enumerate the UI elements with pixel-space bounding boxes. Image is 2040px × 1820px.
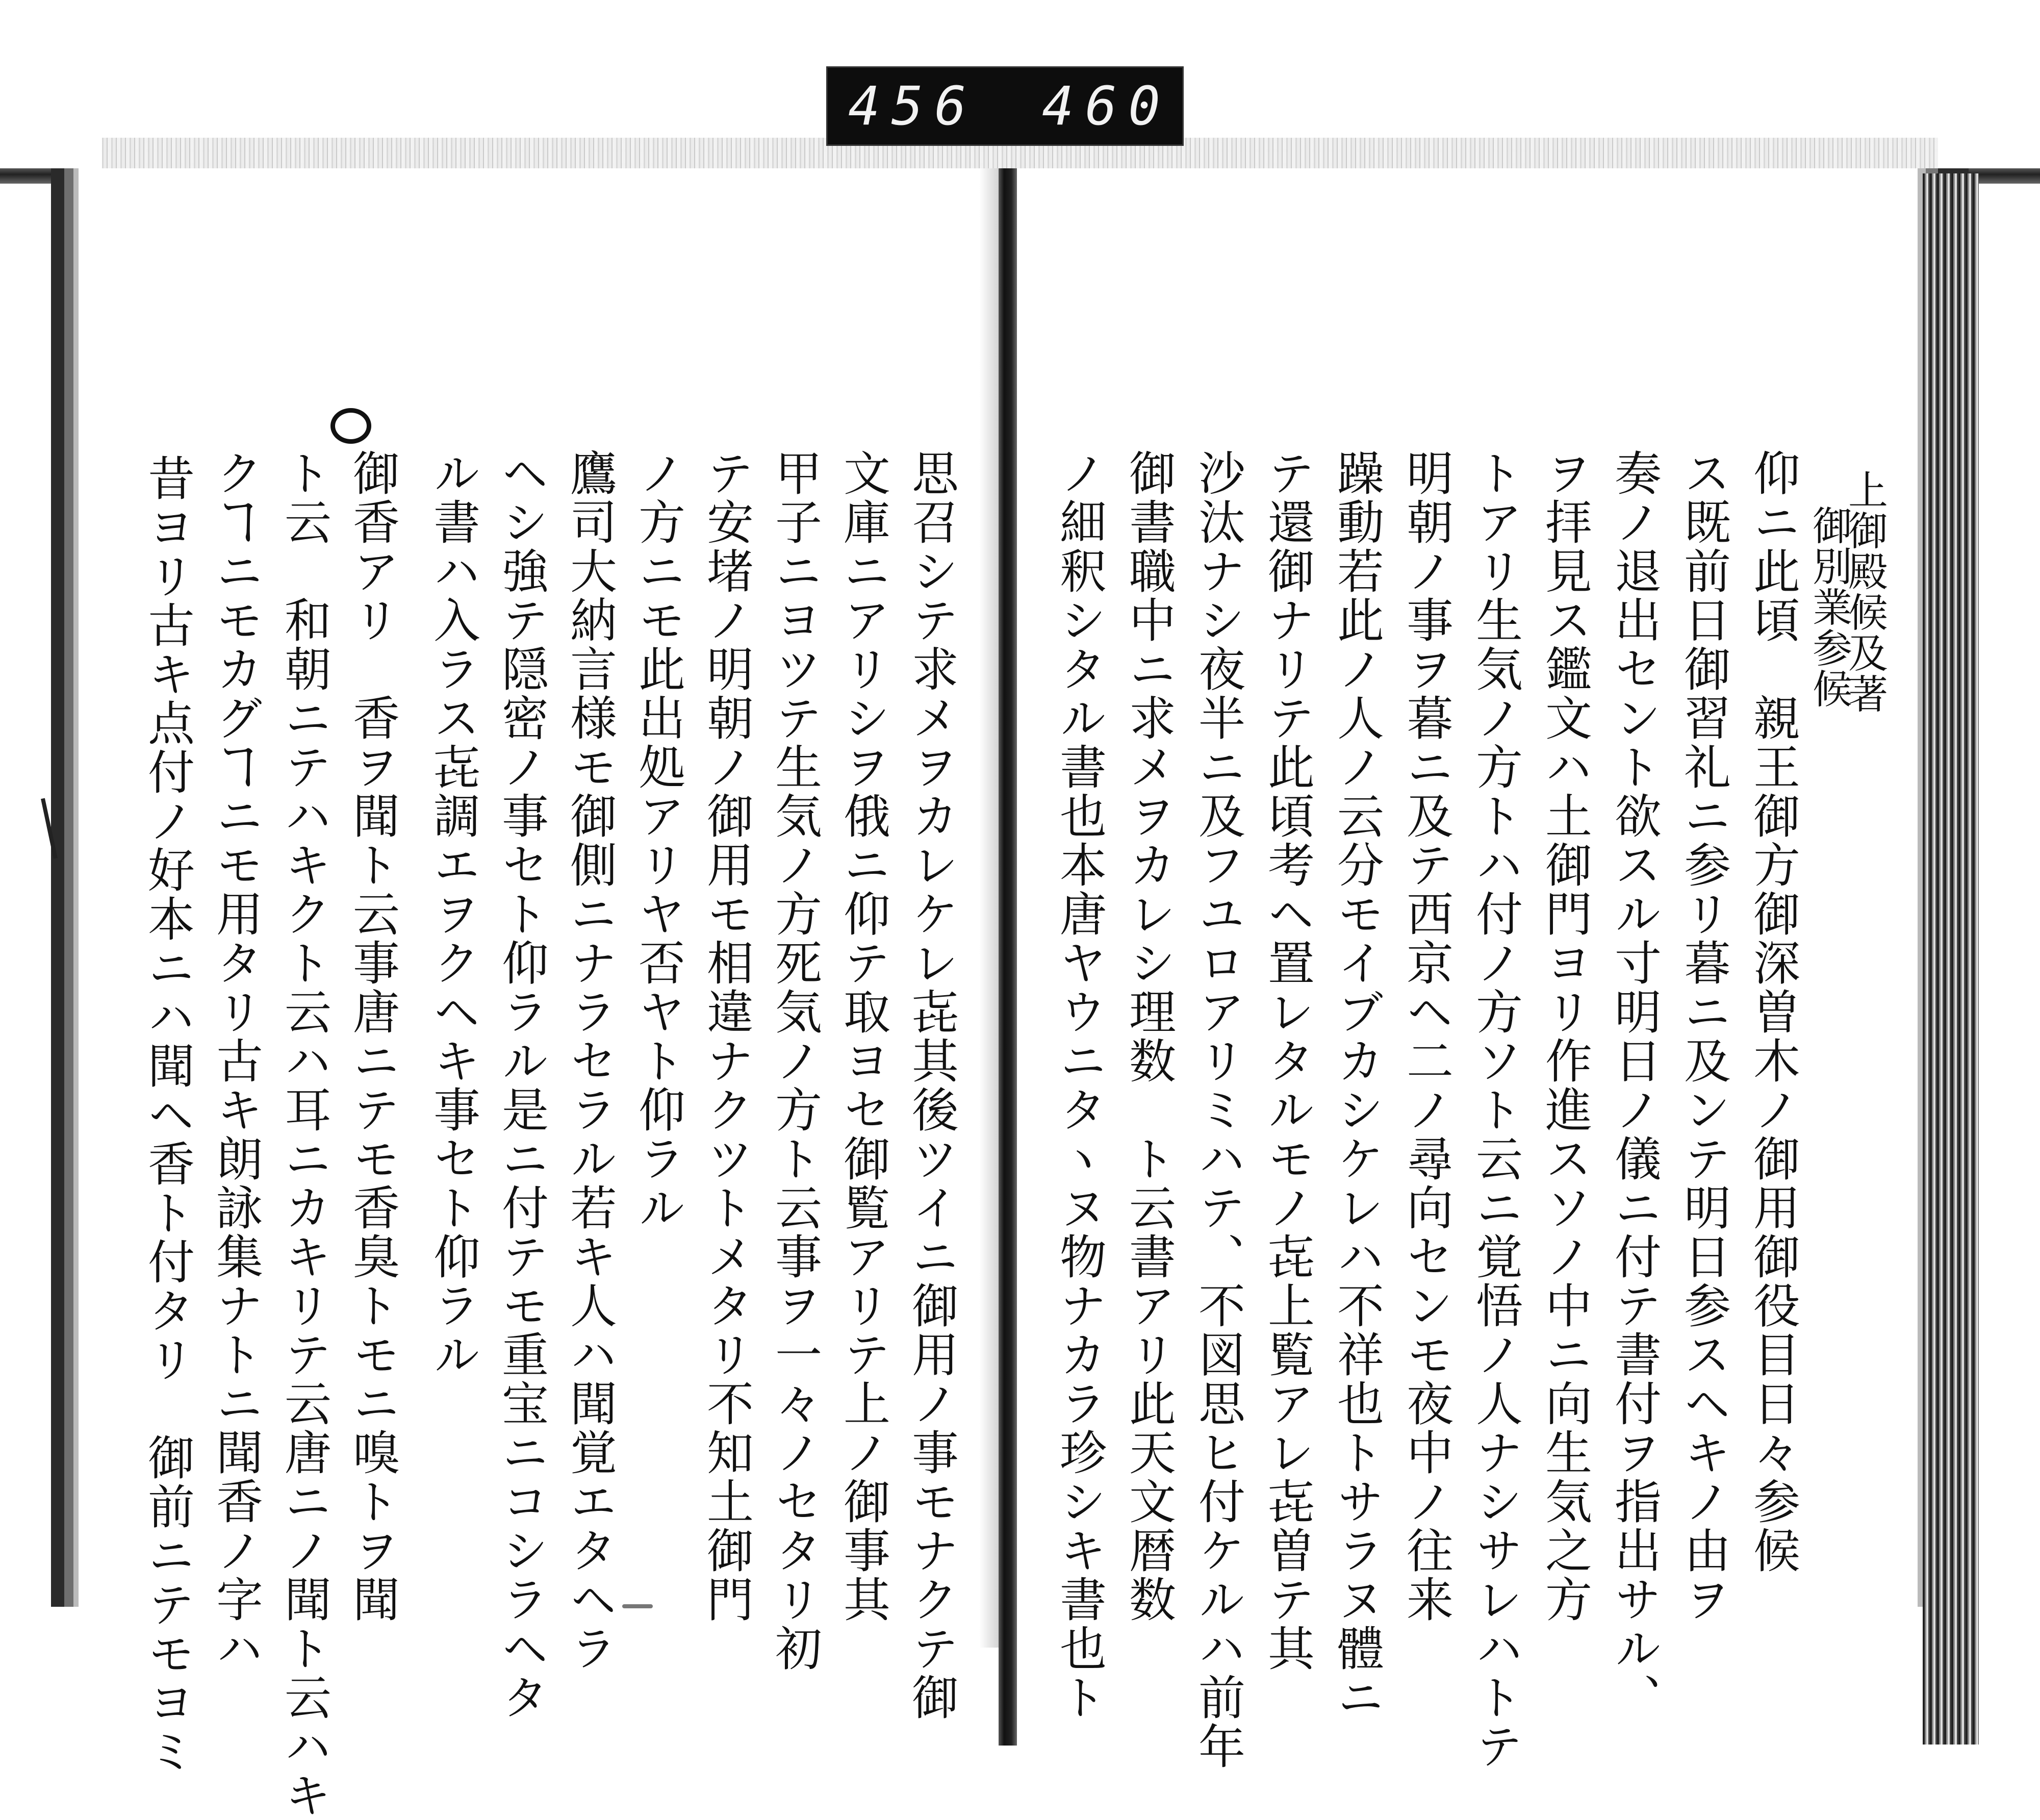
left-text-column-1: 思召シテ求メヲカレケレ㐂其後ツイニ御用ノ事モナクテ御 xyxy=(904,449,959,1722)
right-heading-line-2: 御別業参候 xyxy=(1806,505,1852,709)
page-edges xyxy=(1923,173,1979,1745)
right-text-column-2: ス既前日御習礼ニ参リ暮ニ及ンテ明日参スヘキノ由ヲ xyxy=(1676,449,1731,1624)
right-text-column-9: 沙汰ナシ夜半ニ及フユロアリミハテ、不図思ヒ付ケルハ前年 xyxy=(1191,449,1245,1771)
right-text-column-6: 明朝ノ事ヲ暮ニ及テ西京ヘ二ノ尋向センモ夜中ノ往来 xyxy=(1399,449,1454,1624)
book-gutter xyxy=(999,168,1017,1746)
left-text-column-7: ヘシ強テ隠密ノ事セト仰ラル是ニ付テモ重宝ニコシラヘタ xyxy=(494,449,549,1722)
label-left-number: 456 xyxy=(848,75,978,137)
right-text-column-1: 仰ニ此頃 親王御方御深曽木ノ御用御役目日々参候 xyxy=(1746,449,1800,1575)
right-heading-line-1: 上御殿候及著 xyxy=(1842,469,1888,714)
left-text-column-11: クヿニモカグヿニモ用タリ古キ朗詠集ナトニ聞香ノ字ハ xyxy=(209,449,263,1673)
right-text-column-5: トアリ生気ノ方トハ付ノ方ソト云ニ覚悟ノ人ナシサレハトテ xyxy=(1468,449,1523,1771)
right-text-column-8: テ還御ナリテ此頃考ヘ置レタルモノ㐂上覧アレ㐂曽テ其 xyxy=(1260,449,1315,1673)
right-text-column-7: 躁動若此ノ人ノ云分モイブカシケレハ不祥也トサラヌ體ニ xyxy=(1330,449,1384,1722)
right-text-column-11: ノ細釈シタル書也本唐ヤウニタヽヌ物ナカラ珍シキ書也ト xyxy=(1052,449,1107,1722)
label-right-number: 460 xyxy=(1042,75,1171,137)
left-text-column-2: 文庫ニアリシヲ俄ニ仰テ取ヨセ御覧アリテ上ノ御事其 xyxy=(836,449,890,1624)
left-text-column-9: 御香アリ 香ヲ聞ト云事唐ニテモ香臭トモニ嗅トヲ聞 xyxy=(345,449,400,1624)
right-text-column-3: 奏ノ退出セント欲スル寸明日ノ儀ニ付テ書付ヲ指出サル、 xyxy=(1607,449,1662,1722)
section-circle-mark xyxy=(330,408,371,444)
left-text-column-5: ノ方ニモ此出処アリヤ否ヤト仰ラル xyxy=(631,449,685,1232)
left-text-column-3: 甲子ニヨツテ生気ノ方死気ノ方ト云事ヲ一々ノセタリ初 xyxy=(768,449,822,1673)
right-text-column-10: 御書職中ニ求メヲカレシ理数 ト云書アリ此天文暦数 xyxy=(1121,449,1176,1624)
spine-shadow xyxy=(979,168,1000,1648)
page-smudge xyxy=(622,1604,653,1608)
right-text-column-4: ヲ拝見ス鑑文ハ土御門ヨリ作進スソノ中ニ向生気之方 xyxy=(1538,449,1592,1624)
left-text-column-8: ル書ハ入ラス㐂調エヲクヘキ事セト仰ラル xyxy=(426,449,480,1379)
archive-label-plate xyxy=(826,66,1184,146)
left-text-column-12: 昔ヨリ古キ点付ノ好本ニハ聞ヘ香ト付タリ 御前ニテモヨミ xyxy=(140,454,195,1776)
left-text-column-4: テ安堵ノ明朝ノ御用モ相違ナクツトメタリ不知土御門 xyxy=(699,449,754,1624)
left-text-column-6: 鷹司大納言様モ御側ニナラセラル若キ人ハ聞覚エタヘラ xyxy=(563,449,617,1673)
left-text-column-10: ト云 和朝ニテハキクト云ハ耳ニカキリテ云唐ニノ聞ト云ハキ xyxy=(277,449,332,1820)
